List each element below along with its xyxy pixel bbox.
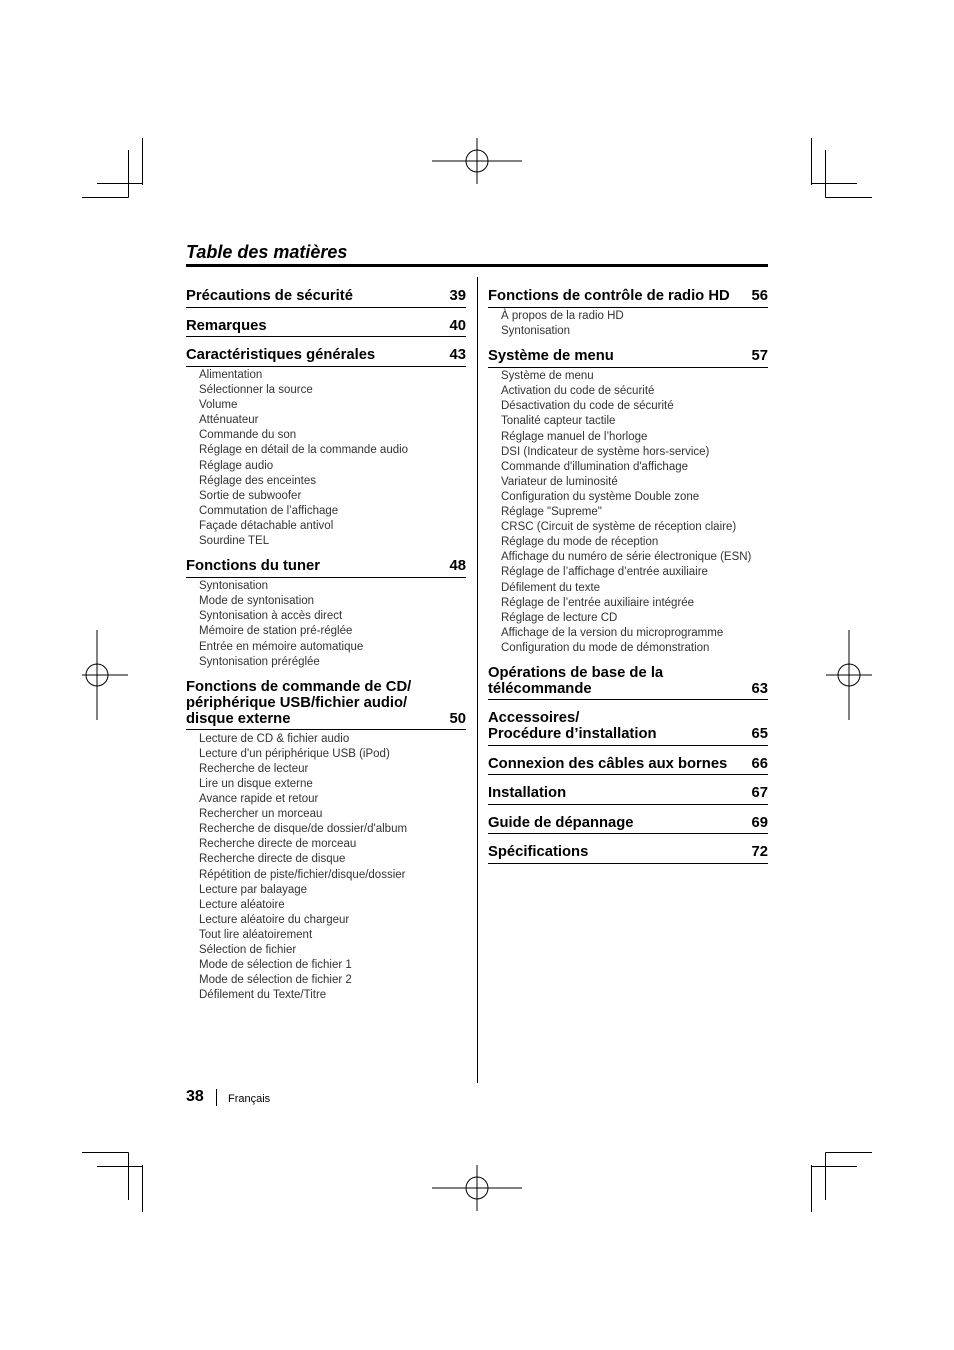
- toc-subitem: Sélectionner la source: [199, 384, 313, 397]
- toc-entry-title: [488, 785, 566, 801]
- toc-entry: [186, 558, 466, 670]
- toc-subitem: Sélection de fichier: [199, 944, 297, 956]
- toc-entry-page: 43: [449, 347, 466, 363]
- toc-subitem: Syntonisation à accès direct: [199, 610, 343, 623]
- toc-entry-page: 67: [751, 785, 768, 802]
- toc-subitem: Réglage "Supreme": [501, 506, 602, 519]
- toc-entry-heading: [488, 756, 768, 776]
- toc-entry: [186, 318, 466, 338]
- toc-entry-title: [488, 665, 663, 697]
- toc-subitem-list: [199, 579, 466, 670]
- toc-subitem: Volume: [199, 399, 238, 412]
- crop-mark-bottom-right: [812, 1153, 873, 1213]
- toc-entry-title-line: Installation: [488, 785, 567, 802]
- toc-entry-title-line: Accessoires/: [488, 710, 580, 727]
- toc-subitem: Mode de syntonisation: [199, 595, 315, 608]
- toc-entry: [488, 665, 768, 701]
- toc-entry-page: 63: [751, 680, 768, 697]
- toc-entry-page: 56: [751, 288, 768, 304]
- toc-subitem: Variateur de luminosité: [501, 475, 618, 488]
- toc-entry-heading: [186, 347, 466, 367]
- toc-subitem: Affichage du numéro de série électronique (ESN): [501, 551, 752, 564]
- toc-subitem: Réglage audio: [199, 459, 274, 472]
- toc-entry-page: 65: [751, 726, 768, 743]
- toc-subitem: Sortie de subwoofer: [199, 489, 302, 502]
- toc-entry-title-line: Fonctions de commande de CD/: [186, 678, 412, 695]
- toc-entry-heading: [488, 665, 768, 701]
- toc-column-right: [488, 288, 768, 864]
- toc-entry-page: 50: [449, 710, 466, 727]
- toc-entry: [186, 288, 466, 308]
- toc-entry-title-line: Guide de dépannage: [488, 814, 634, 831]
- toc-subitem: Réglage manuel de l’horloge: [501, 430, 648, 443]
- page-number: 38: [186, 1088, 204, 1105]
- toc-entry-heading: [488, 710, 768, 746]
- column-divider: [477, 277, 478, 1083]
- toc-entry-title-line: Fonctions de contrôle de radio HD: [488, 288, 730, 304]
- toc-entry-title-line: Système de menu: [488, 348, 614, 365]
- toc-entry-title: [488, 710, 657, 742]
- toc-entry-title: [186, 679, 411, 727]
- toc-subitem: Affichage de la version du microprogramme: [501, 626, 724, 639]
- toc-entry: [488, 288, 768, 339]
- toc-subitem: Activation du code de sécurité: [501, 385, 655, 398]
- toc-entry-page: 40: [449, 317, 466, 334]
- toc-entry-title-line: Opérations de base de la: [488, 664, 664, 681]
- toc-subitem: Lecture par balayage: [199, 883, 308, 896]
- toc-subitem: Syntonisation préréglée: [199, 655, 320, 668]
- registration-mark-bottom: [432, 1165, 522, 1211]
- toc-entry-heading: [488, 348, 768, 368]
- page-title: Table des matières: [186, 242, 348, 262]
- toc-subitem: Désactivation du code de sécurité: [501, 400, 674, 413]
- toc-subitem: Lecture aléatoire du chargeur: [199, 913, 350, 926]
- toc-subitem: CRSC (Circuit de système de réception claire): [501, 521, 737, 534]
- toc-entry-title: [186, 318, 267, 334]
- toc-subitem: Lire un disque externe: [199, 777, 313, 790]
- toc-entry: [186, 679, 466, 1004]
- toc-subitem-list: [501, 369, 768, 656]
- toc-subitem: Recherche directe de morceau: [199, 838, 357, 851]
- toc-subitem: Défilement du texte: [501, 581, 601, 594]
- toc-subitem: Commande du son: [199, 429, 297, 442]
- toc-entry-heading: [488, 288, 768, 308]
- toc-subitem: Syntonisation: [199, 580, 269, 593]
- toc-entry-title: [186, 558, 320, 574]
- toc-entry-title-line: Caractéristiques générales: [186, 347, 376, 363]
- toc-subitem: Recherche de lecteur: [199, 762, 309, 775]
- toc-entry-heading: [186, 558, 466, 578]
- toc-subitem: Avance rapide et retour: [199, 793, 319, 806]
- toc-subitem: Sourdine TEL: [199, 535, 270, 548]
- footer-separator: [216, 1089, 217, 1106]
- toc-subitem: Système de menu: [501, 370, 594, 383]
- toc-entry-title-line: disque externe: [186, 710, 291, 727]
- toc-entry-heading: [488, 815, 768, 835]
- toc-subitem: Répétition de piste/fichier/disque/dossier: [199, 868, 406, 881]
- toc-entry-title-line: périphérique USB/fichier audio/: [186, 694, 408, 711]
- toc-subitem: Lecture aléatoire: [199, 898, 285, 911]
- toc-subitem: Défilement du Texte/Titre: [199, 989, 327, 1002]
- toc-entry-title-line: Précautions de sécurité: [186, 288, 353, 304]
- crop-mark-bottom-left: [82, 1153, 143, 1213]
- toc-entry: [488, 844, 768, 864]
- toc-subitem: Réglage de lecture CD: [501, 611, 618, 624]
- toc-entry: [488, 815, 768, 835]
- toc-entry-title: [488, 844, 588, 860]
- toc-subitem: Recherche de disque/de dossier/d'album: [199, 823, 408, 836]
- toc-entry: [488, 710, 768, 746]
- toc-entry-title-line: Fonctions du tuner: [186, 558, 320, 575]
- toc-subitem: Configuration du mode de démonstration: [501, 641, 710, 654]
- crop-mark-top-left: [82, 138, 143, 198]
- toc-subitem: Réglage du mode de réception: [501, 536, 659, 549]
- toc-entry-heading: [488, 785, 768, 805]
- toc-entry-page: 72: [751, 844, 768, 861]
- toc-entry-title: [488, 348, 614, 364]
- toc-entry-page: 57: [751, 348, 768, 365]
- toc-subitem: DSI (Indicateur de système hors-service): [501, 445, 710, 458]
- toc-entry-title: [488, 815, 634, 831]
- toc-subitem: Alimentation: [199, 369, 263, 381]
- toc-subitem: Commutation de l’affichage: [199, 504, 339, 517]
- toc-subitem-list: [501, 309, 768, 339]
- toc-entry-page: 48: [449, 558, 466, 575]
- toc-entry-title: [186, 288, 353, 304]
- toc-subitem: Entrée en mémoire automatique: [199, 640, 364, 653]
- toc-subitem: Commande d'illumination d'affichage: [501, 460, 689, 473]
- toc-subitem: Syntonisation: [501, 325, 571, 338]
- toc-entry-title-line: Spécifications: [488, 844, 589, 861]
- toc-subitem: Configuration du système Double zone: [501, 490, 700, 503]
- toc-entry-title-line: Connexion des câbles aux bornes: [488, 755, 728, 772]
- toc-subitem: À propos de la radio HD: [501, 310, 624, 322]
- toc-subitem: Réglage de l’entrée auxiliaire intégrée: [501, 596, 695, 609]
- toc-entry-page: 69: [751, 814, 768, 831]
- toc-subitem: Lecture d'un périphérique USB (iPod): [199, 747, 390, 760]
- toc-entry-heading: [186, 318, 466, 338]
- toc-subitem: Tonalité capteur tactile: [501, 415, 616, 428]
- toc-entry: [488, 756, 768, 776]
- toc-entry-page: 66: [751, 755, 768, 772]
- toc-subitem: Réglage des enceintes: [199, 474, 316, 487]
- toc-entry: [186, 347, 466, 549]
- toc-entry-title: [488, 756, 727, 772]
- toc-subitem: Mode de sélection de fichier 2: [199, 974, 352, 987]
- toc-entry-title: [488, 288, 730, 304]
- toc-entry: [488, 348, 768, 656]
- toc-entry-heading: [186, 679, 466, 731]
- toc-subitem: Réglage en détail de la commande audio: [199, 444, 409, 457]
- toc-subitem-list: [199, 368, 466, 549]
- toc-subitem: Atténuateur: [199, 414, 259, 427]
- footer-language: Français: [228, 1093, 271, 1105]
- title-rule: [186, 264, 768, 267]
- toc-subitem-list: [199, 732, 466, 1004]
- toc-subitem: Façade détachable antivol: [199, 519, 334, 532]
- registration-mark-right: [826, 630, 872, 720]
- toc-subitem: Réglage de l’affichage d’entrée auxiliaire: [501, 566, 708, 579]
- toc-entry-title: [186, 347, 375, 363]
- toc-subitem: Tout lire aléatoirement: [199, 928, 313, 941]
- toc-subitem: Mode de sélection de fichier 1: [199, 959, 352, 972]
- toc-entry-heading: [186, 288, 466, 308]
- toc-entry-title-line: télécommande: [488, 680, 592, 697]
- toc-subitem: Rechercher un morceau: [199, 808, 323, 821]
- toc-subitem: Recherche directe de disque: [199, 853, 346, 866]
- toc-subitem: Mémoire de station pré-réglée: [199, 625, 353, 638]
- toc-subitem: Lecture de CD & fichier audio: [199, 732, 350, 745]
- registration-mark-top: [432, 138, 522, 184]
- toc-entry-heading: [488, 844, 768, 864]
- toc-entry-title-line: Remarques: [186, 317, 267, 334]
- registration-mark-left: [82, 630, 128, 720]
- toc-entry: [488, 785, 768, 805]
- toc-column-left: [186, 288, 466, 1002]
- toc-entry-page: 39: [449, 288, 466, 304]
- toc-entry-title-line: Procédure d’installation: [488, 726, 657, 743]
- crop-mark-top-right: [812, 138, 873, 198]
